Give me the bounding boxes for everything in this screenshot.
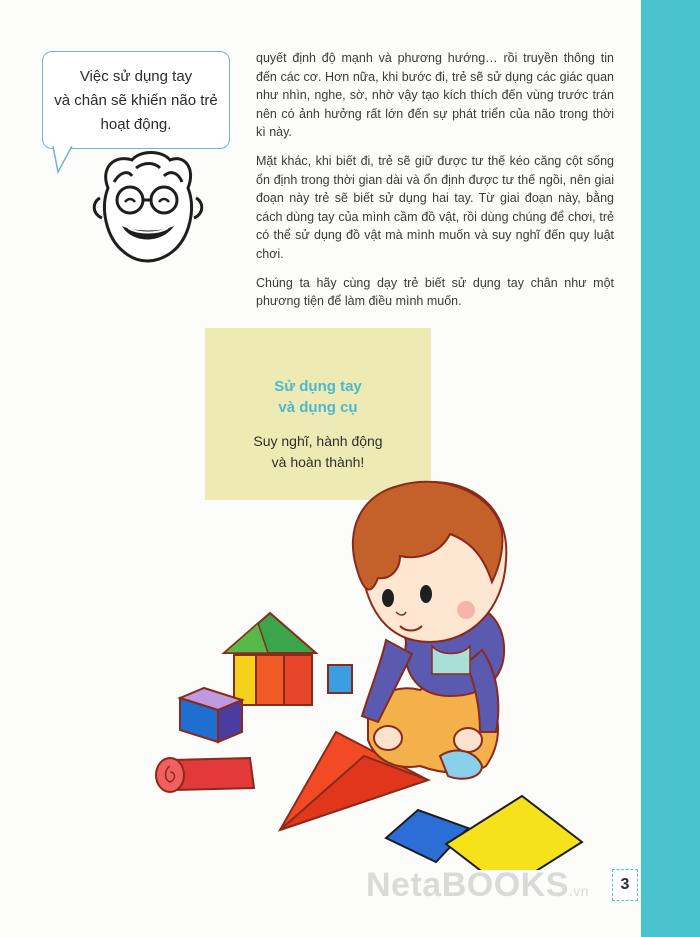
- speech-line: Việc sử dụng tay: [79, 68, 193, 85]
- title-line: và dụng cụ: [278, 399, 358, 416]
- highlight-title: [205, 376, 431, 418]
- watermark-logo: [366, 866, 589, 905]
- blue-paper-icon: [386, 810, 468, 862]
- page-number: 3: [612, 869, 638, 901]
- subtitle-line: Suy nghĩ, hành động: [253, 433, 383, 449]
- child-playing-illustration: [150, 470, 590, 870]
- rolled-paper-icon: [156, 758, 254, 792]
- body-text: [256, 49, 614, 321]
- highlight-subtitle: [205, 431, 431, 473]
- subtitle-line: và hoàn thành!: [271, 454, 365, 470]
- grandpa-face-icon: [92, 148, 204, 266]
- watermark-suffix: .vn: [568, 883, 590, 899]
- paragraph: Chúng ta hãy cùng dạy trẻ biết sử dụng tay chân như một phương tiện để làm điều mình muốn.: [256, 275, 614, 309]
- speech-line: và chân sẽ khiến não trẻ: [54, 92, 218, 109]
- watermark-text: NetaBOOKS: [366, 866, 569, 904]
- side-color-band: [641, 0, 700, 937]
- speech-bubble-tail: [50, 146, 80, 176]
- speech-bubble: [42, 51, 230, 149]
- paragraph: quyết định độ mạnh và phương hướng… rồi truyền thông tin đến các cơ. Hơn nữa, khi bước đi, trẻ sẽ sử dụng các giác quan như nhìn, nghe, sờ, nhờ vậy tạo kích thích đến vùng trước trán nên có ảnh hưởng rất lớn đến sự phát triển của não trong thời kì này.: [256, 51, 614, 140]
- child-icon: [353, 482, 506, 779]
- speech-line: hoạt động.: [100, 116, 172, 133]
- yellow-paper-icon: [446, 796, 582, 870]
- title-line: Sử dụng tay: [274, 378, 362, 395]
- paragraph: Mặt khác, khi biết đi, trẻ sẽ giữ được tư thế kéo căng cột sống ổn định trong thời gian dài và ổn định được tư thế ngồi, nên giai đoạn này trẻ sẽ biết sử dụng hai tay. Từ giai đoạn này, bằng cách dùng tay của mình cầm đồ vật, rồi dùng chúng để chơi, trẻ có thể sử dụng đồ vật mà mình muốn và suy nghĩ đến quy luật chơi.: [256, 153, 614, 261]
- cube-block-icon: [180, 688, 242, 742]
- toy-house-icon: [224, 613, 352, 705]
- speech-bubble-text: [43, 65, 229, 137]
